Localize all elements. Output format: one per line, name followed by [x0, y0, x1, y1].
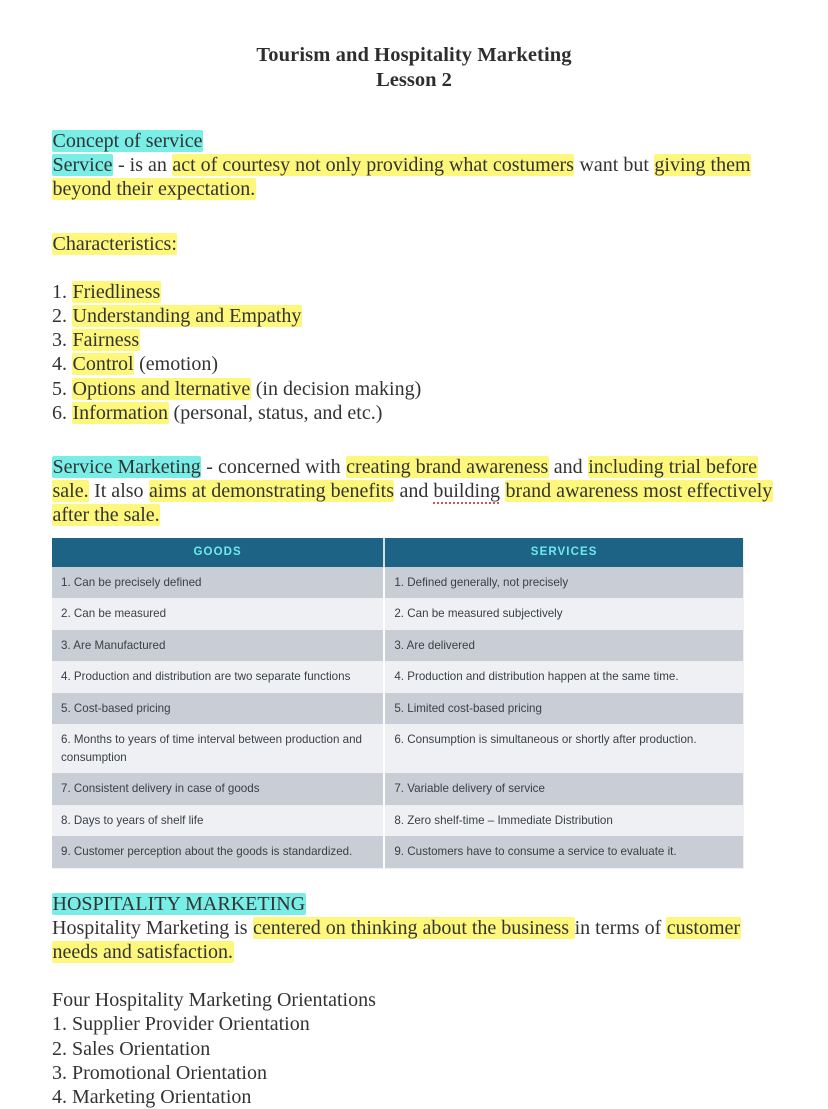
cell-services: 7. Variable delivery of service [384, 773, 743, 805]
table-row [52, 661, 743, 693]
characteristic-number: 3. [52, 329, 67, 352]
table-row [52, 630, 743, 662]
spacer-3 [52, 425, 776, 455]
sm-text-1: - concerned with [201, 456, 346, 479]
sm-text-4: and [394, 480, 434, 503]
cell-goods: 2. Can be measured [52, 598, 384, 630]
cell-goods: 4. Production and distribution are two separate functions [52, 661, 384, 693]
cell-goods: 9. Customer perception about the goods is standardized. [52, 836, 384, 868]
table-row [52, 805, 743, 837]
spacer-2 [52, 256, 776, 280]
cell-services: 3. Are delivered [384, 630, 743, 662]
orientations-heading: Four Hospitality Marketing Orientations [52, 989, 376, 1012]
table-row [52, 836, 743, 868]
cell-services: 6. Consumption is simultaneous or shortly after production. [384, 724, 743, 773]
hospitality-paragraph [52, 916, 776, 964]
characteristics-heading-text: Characteristics: [52, 232, 177, 255]
list-item [52, 328, 776, 352]
cell-goods: 3. Are Manufactured [52, 630, 384, 662]
hosp-text-1: Hospitality Marketing is [52, 916, 253, 939]
cell-goods: 8. Days to years of shelf life [52, 805, 384, 837]
table-header-row [52, 538, 743, 567]
spacer-4 [52, 964, 776, 988]
characteristic-label: Information [72, 401, 169, 424]
list-item [52, 352, 776, 376]
service-marketing-term: Service Marketing [52, 456, 201, 479]
cell-goods: 7. Consistent delivery in case of goods [52, 773, 384, 805]
table-row [52, 567, 743, 599]
orientations-list [52, 1012, 776, 1109]
characteristic-rest: (personal, status, and etc.) [168, 401, 383, 424]
document-subtitle: Lesson 2 [376, 69, 452, 91]
cell-services: 2. Can be measured subjectively [384, 598, 743, 630]
concept-definition-highlight-1: act of courtesy not only providing what costumers [172, 154, 574, 177]
concept-dash: - is an [112, 154, 172, 177]
characteristic-rest: (in decision making) [250, 377, 422, 400]
sm-highlight-4: brand awareness most effectively after the sale. [52, 480, 773, 527]
sm-highlight-3: aims at demonstrating benefits [149, 480, 394, 503]
list-item [52, 377, 776, 401]
list-item [52, 304, 776, 328]
column-header-services: SERVICES [384, 538, 743, 567]
characteristic-number: 6. [52, 401, 67, 424]
characteristics-list [52, 280, 776, 425]
characteristic-label: Control [72, 353, 134, 376]
hosp-highlight-2: customer needs and satisfaction. [52, 916, 741, 964]
cell-services: 9. Customers have to consume a service to evaluate it. [384, 836, 743, 868]
cell-services: 8. Zero shelf-time – Immediate Distribution [384, 805, 743, 837]
characteristic-number: 5. [52, 377, 67, 400]
list-item [52, 401, 776, 425]
section-hospitality-marketing [52, 892, 776, 965]
list-item: 4. Marketing Orientation [52, 1086, 252, 1109]
service-marketing-paragraph [52, 455, 776, 528]
section-orientations [52, 988, 776, 1109]
concept-heading [52, 129, 776, 153]
list-item [52, 280, 776, 304]
hosp-text-2: in terms of [574, 916, 667, 939]
sm-text-3: It also [89, 480, 149, 503]
sm-highlight-2: including trial before sale. [52, 456, 758, 503]
characteristic-label: Understanding and Empathy [72, 305, 302, 328]
characteristics-heading [52, 232, 776, 256]
hospitality-heading-text: HOSPITALITY MARKETING [52, 892, 306, 915]
document-title: Tourism and Hospitality Marketing [256, 44, 572, 66]
cell-goods: 6. Months to years of time interval between production and consumption [52, 724, 384, 773]
concept-definition-highlight-2: giving them beyond their expectation. [52, 154, 751, 201]
table-row [52, 598, 743, 630]
table-row [52, 724, 743, 773]
characteristic-number: 4. [52, 353, 67, 376]
column-header-goods: GOODS [52, 538, 384, 567]
hospitality-heading [52, 892, 776, 916]
cell-services: 5. Limited cost-based pricing [384, 693, 743, 725]
characteristic-label: Options and lternative [72, 377, 251, 400]
cell-goods: 1. Can be precisely defined [52, 567, 384, 599]
cell-goods: 5. Cost-based pricing [52, 693, 384, 725]
list-item: 2. Sales Orientation [52, 1037, 211, 1060]
goods-services-comparison-table [52, 538, 743, 868]
concept-definition [52, 153, 776, 201]
characteristic-label: Friedliness [72, 280, 161, 303]
concept-term: Service [52, 154, 113, 177]
characteristic-label: Fairness [72, 329, 140, 352]
table-row [52, 693, 743, 725]
characteristic-number: 2. [52, 305, 67, 328]
section-concept-of-service [52, 129, 776, 202]
sm-highlight-1: creating brand awareness [346, 456, 549, 479]
concept-heading-text: Concept of service [52, 130, 203, 152]
spacer-1 [52, 202, 776, 232]
section-service-marketing [52, 455, 776, 528]
sm-misspelled-word: building [433, 480, 501, 503]
sm-text-2: and [548, 456, 588, 479]
cell-services: 4. Production and distribution happen at the same time. [384, 661, 743, 693]
list-item: 3. Promotional Orientation [52, 1061, 267, 1084]
concept-definition-middle: want but [574, 154, 654, 177]
characteristic-number: 1. [52, 280, 67, 303]
hosp-highlight-1: centered on thinking about the business [253, 916, 575, 939]
characteristic-rest: (emotion) [134, 353, 218, 376]
cell-services: 1. Defined generally, not precisely [384, 567, 743, 599]
list-item: 1. Supplier Provider Orientation [52, 1013, 310, 1036]
table-row [52, 773, 743, 805]
section-characteristics [52, 232, 776, 425]
